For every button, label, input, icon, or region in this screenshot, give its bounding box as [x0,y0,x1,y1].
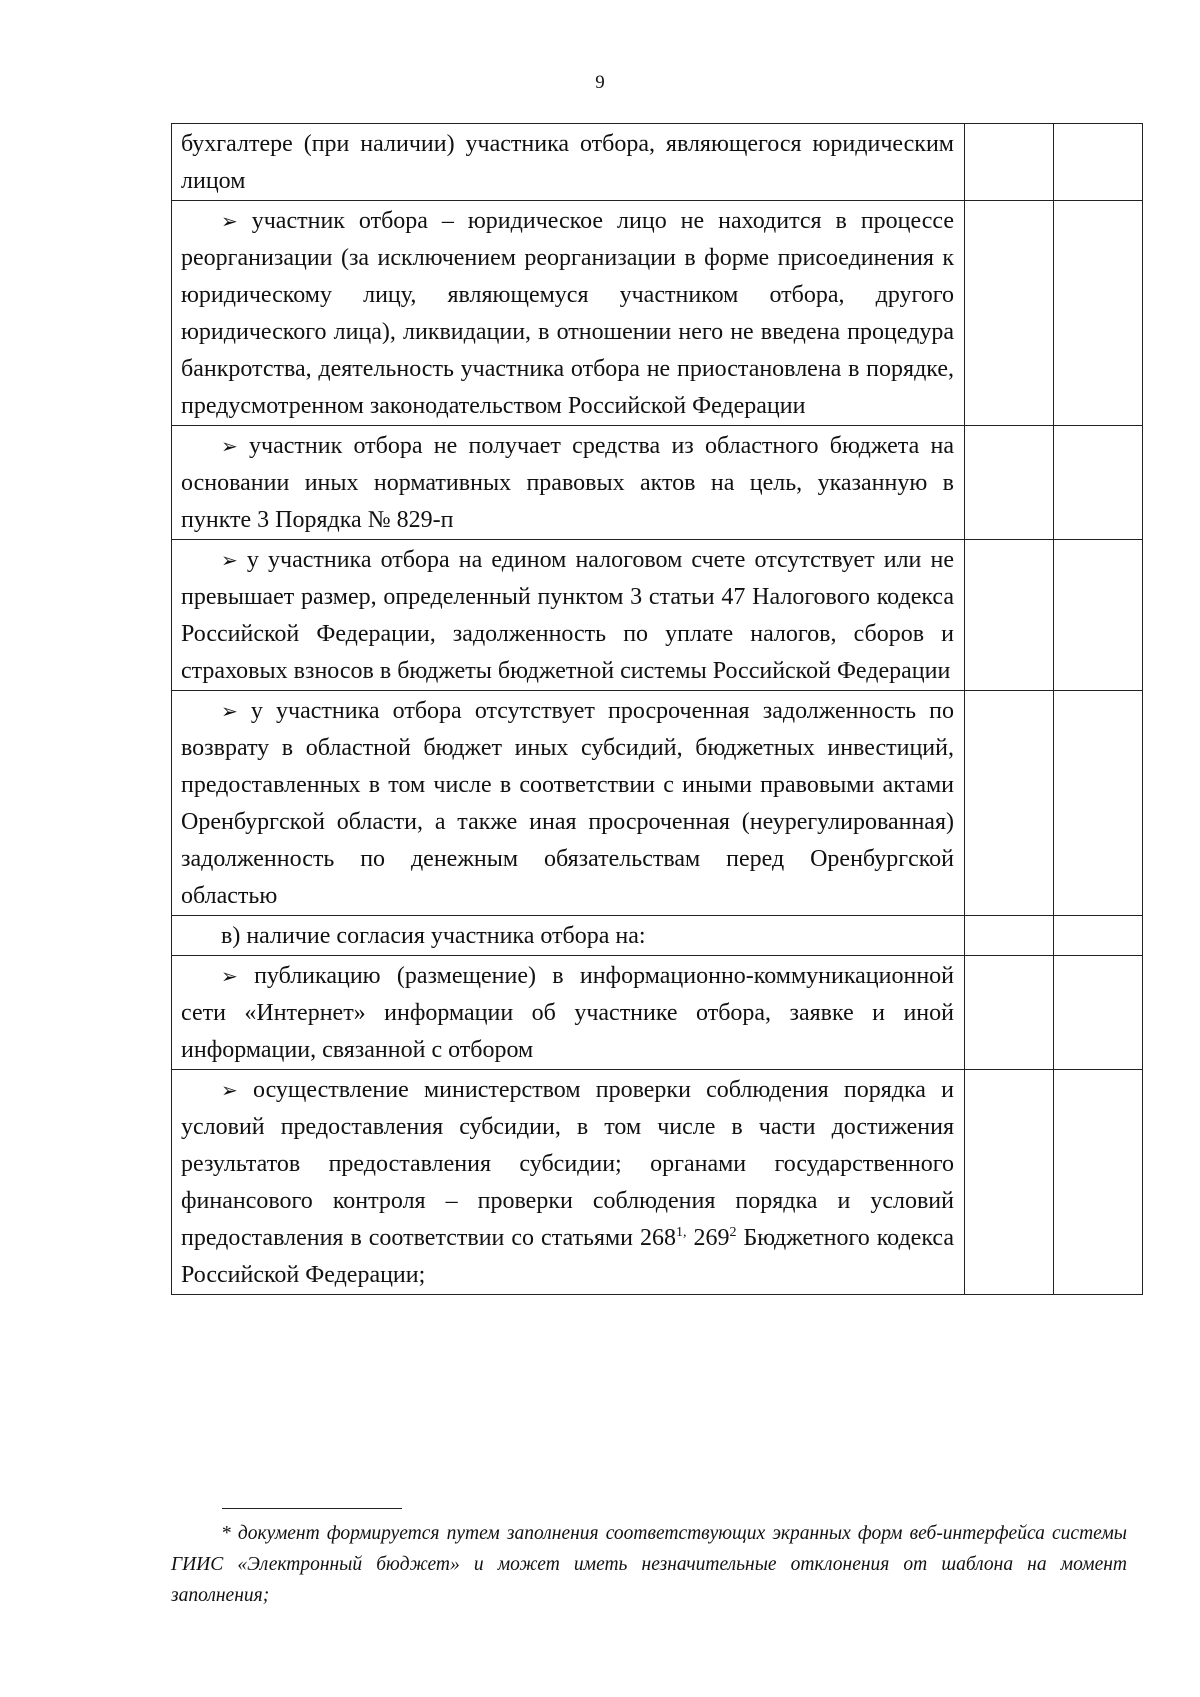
criterion-text: ➢ осуществление министерством проверки соблюдения порядка и условий предоставления субсидии, в том числе в части достижения результатов предоставления субсидии; органами государственного финансового контроля – проверки соблюдения порядка и условий предоставления в соответствии со статьями $268^{1,}$ $269^2$ Бюджетного кодекса Российской Федерации; [181,1077,954,1288]
arrow-bullet-icon: ➢ [221,699,238,723]
check-cell [1054,691,1143,916]
eligibility-checklist-table [171,123,1143,1295]
table-row [172,691,1143,916]
arrow-bullet-icon: ➢ [221,209,238,233]
check-cell [965,1070,1054,1295]
arrow-bullet-icon: ➢ [221,964,238,988]
check-cell [1054,426,1143,540]
table-row [172,1070,1143,1295]
arrow-bullet-icon: ➢ [221,1078,238,1102]
criterion-text: ➢ публикацию (размещение) в информационно-коммуникационной сети «Интернет» информации об участнике отбора, заявке и иной информации, связанной с отбором [181,963,954,1063]
criterion-text: ➢ у участника отбора на едином налоговом счете отсутствует или не превышает размер, определенный пунктом 3 статьи 47 Налогового кодекса Российской Федерации, задолженность по уплате налогов, сборов и страховых взносов в бюджеты бюджетной системы Российской Федерации [181,547,955,684]
check-cell [965,124,1054,201]
section-heading-text: в) наличие согласия участника отбора на: [221,923,646,949]
check-cell [965,201,1054,426]
check-cell [1054,540,1143,691]
criterion-cell [172,426,965,540]
footnote-divider [222,1508,402,1509]
criterion-text: ➢ участник отбора не получает средства из областного бюджета на основании иных нормативных правовых актов на цель, указанную в пункте 3 Порядка № 829-п [181,433,954,533]
criterion-cell [172,916,965,956]
check-cell [1054,201,1143,426]
check-cell [1054,124,1143,201]
footnote: * документ формируется путем заполнения соответствующих экранных форм веб-интерфейса системы ГИИС «Электронный бюджет» и может иметь незначительные отклонения от шаблона на момент заполнения; [171,1523,1127,1606]
criterion-text: бухгалтере (при наличии) участника отбора, являющегося юридическим лицом [181,131,954,194]
check-cell [965,916,1054,956]
table-row [172,956,1143,1070]
criterion-cell [172,691,965,916]
check-cell [965,956,1054,1070]
arrow-bullet-icon: ➢ [221,548,238,572]
table-row [172,540,1143,691]
arrow-bullet-icon: ➢ [221,434,238,458]
criterion-cell [172,201,965,426]
table-row [172,124,1143,201]
check-cell [965,426,1054,540]
check-cell [1054,956,1143,1070]
check-cell [1054,916,1143,956]
check-cell [1054,1070,1143,1295]
check-cell [965,691,1054,916]
table-row [172,916,1143,956]
criterion-cell [172,1070,965,1295]
criterion-cell [172,956,965,1070]
table-row [172,201,1143,426]
table-row [172,426,1143,540]
criterion-cell [172,124,965,201]
criterion-text: ➢ у участника отбора отсутствует просроченная задолженность по возврату в областной бюджет иных субсидий, бюджетных инвестиций, предоставленных в том числе в соответствии с иными правовыми актами Оренбургской области, а также иная просроченная (неурегулированная) задолженность по денежным обязательствам перед Оренбургской областью [181,698,955,909]
page-number: 9 [595,72,605,93]
check-cell [965,540,1054,691]
criterion-cell [172,540,965,691]
criterion-text: ➢ участник отбора – юридическое лицо не находится в процессе реорганизации (за исключением реорганизации в форме присоединения к юридическому лицу, являющемуся участником отбора, другого юридического лица), ликвидации, в отношении него не введена процедура банкротства, деятельность участника отбора не приостановлена в порядке, предусмотренном законодательством Российской Федерации [181,208,955,419]
